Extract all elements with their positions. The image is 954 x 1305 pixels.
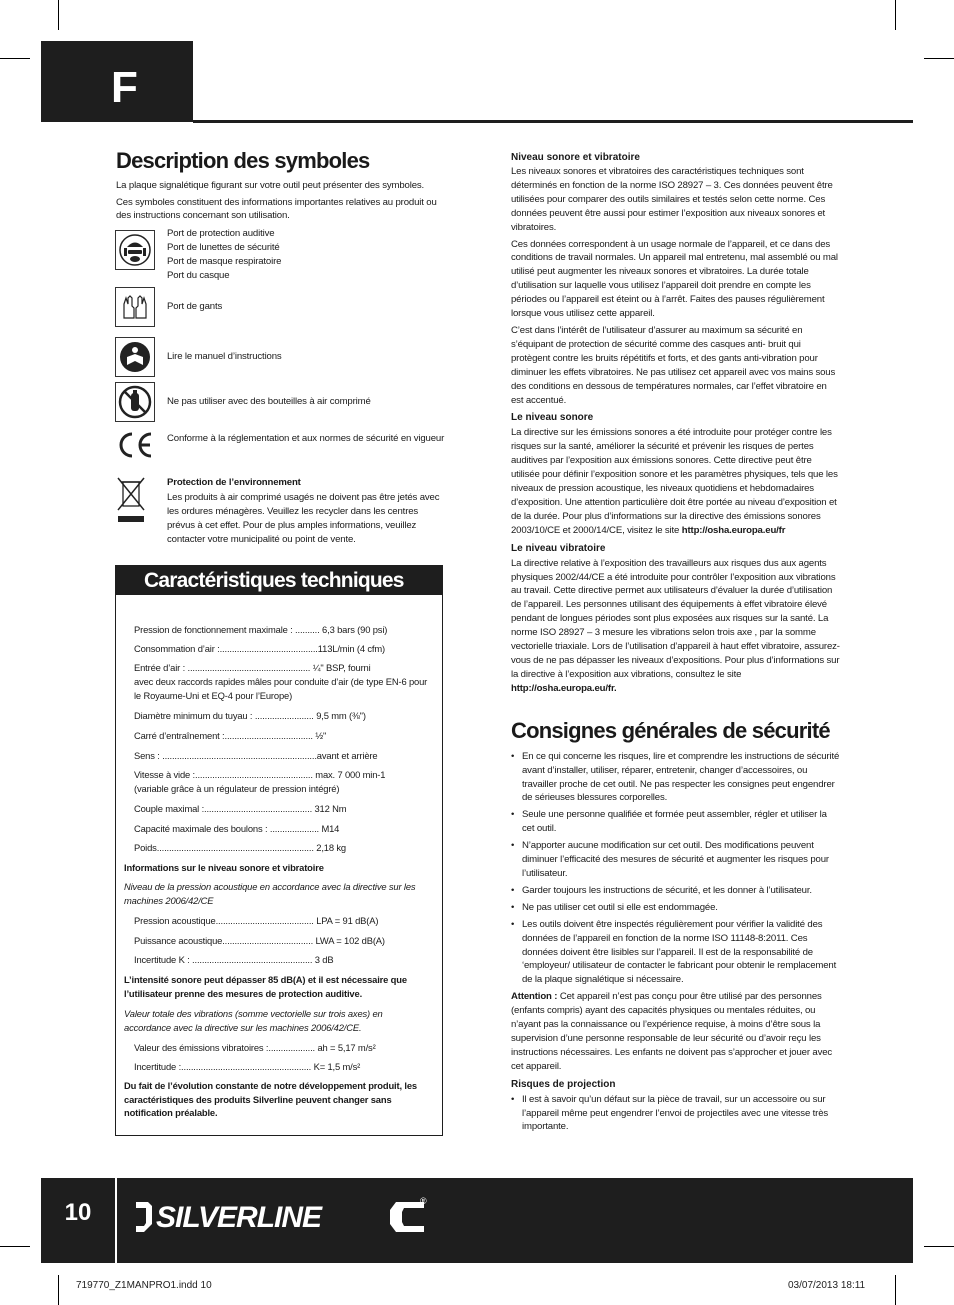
symbol-row-ppe	[115, 228, 282, 281]
slug-filename: 719770_Z1MANPRO1.indd 10	[76, 1280, 212, 1291]
noise-vibration-section	[511, 152, 841, 1137]
list-item: • Ne pas utiliser cet outil si elle est endommagée.	[511, 901, 841, 915]
crop-mark	[924, 58, 954, 59]
symbol-label: Port de lunettes de sécurité	[167, 242, 280, 253]
sound-level-paragraph	[511, 426, 841, 537]
vibration-level-text: La directive relative à l’exposition des travailleurs aux risques dus aux agents physiques 2002/44/CE a été introduite pour contrôler l’exposition aux vibrations au travail. Cette directive permet aux utilisateurs d’évaluer la durée d’utilisation de l’appareil. Les personnes utilisant des équipements à effet vibratoire élevé pendant de longues périodes sont plus exposées aux risques sur la santé. La norme ISO 28927 – 3 mesure les vibrations selon trois axe , par la somme vectorielle triaxiale. Lors de l’utilisation d’appareil à haut effet vibratoire, assurez-vous de ne pas dépasser les niveaux d’expositions. Pour plus d’informations sur la directive à l’exposition aux vibrations, consultez le site	[511, 557, 840, 680]
crop-mark	[895, 1275, 896, 1305]
symbol-row-weee	[115, 476, 440, 545]
noise-title: Informations sur le niveau sonore et vibratoire	[124, 862, 324, 873]
attention-label: Attention :	[511, 991, 560, 1003]
vibration-row: Incertitude :..................................................... K= 1,5 m/s²	[134, 1061, 361, 1072]
spec-row: Entrée d’air : .................................................. ¼" BSP, fourni	[134, 662, 371, 673]
symbols-intro-2: Ces symboles constituent des informations importantes relatives au produit ou des instructions concernant son utilisation.	[116, 196, 437, 222]
spec-row: Capacité maximale des boulons : .................... M14	[134, 823, 340, 834]
symbols-section	[116, 148, 446, 223]
noise-warning: L’intensité sonore peut dépasser 85 dB(A) et il est nécessaire que l’utilisateur prenne des mesures de protection auditive.	[124, 974, 407, 999]
vibration-directive: Valeur totale des vibrations (somme vectorielle sur trois axes) en accordance avec la directive sur les machines 2006/42/CE.	[124, 1008, 383, 1033]
language-tab	[41, 41, 193, 122]
symbol-row-no-bottle	[115, 382, 371, 422]
osha-link[interactable]: http://osha.europa.eu/fr.	[511, 682, 617, 694]
vibration-level-paragraph	[511, 557, 841, 696]
environment-title: Protection de l’environnement	[167, 477, 301, 488]
read-manual-icon	[115, 337, 155, 377]
symbol-label: Ne pas utiliser avec des bouteilles à air comprimé	[167, 396, 371, 407]
list-item: • Les outils doivent être inspectés régulièrement pour vérifier la validité des données de l’appareil en fonction de la norme ISO 11148-8:2011. Ces données doivent être lisibles sur l’appareil. Il est de la responsabilité de ‘employeur/ utilisateur de contacter le fabricant pour obtenir le remplacement de la plaque signalétique si nécessaire.	[511, 918, 841, 988]
noise-paragraph: Ces données correspondent à un usage normale de l’appareil, et ce dans des conditions de travail normales. Un appareil mal entretenu, mal assemblé ou mal utilisé peut augmenter les niveaux sonores et vibratoires. La durée totale d’utilisation sur laquelle vous utilisez l’appareil doit prendre en compte les périodes ou l’appareil est éteint ou à l’arrêt. Faites des pauses régulièrement lorsque vous utilisez cette appareil.	[511, 238, 838, 320]
list-item: • Seule une personne qualifiée et formée peut assembler, régler et utiliser la cet outil.	[511, 808, 841, 836]
crop-mark	[58, 0, 59, 30]
page-number: 10	[41, 1178, 115, 1263]
spec-row: Carré d’entraînement :.................................... ½"	[134, 730, 327, 741]
silverline-logo	[134, 1190, 434, 1240]
brand-wordmark: SILVERLINE	[156, 1201, 322, 1234]
safety-list	[511, 750, 841, 988]
crossed-bin-icon	[115, 476, 151, 526]
technical-specs-box	[115, 565, 443, 1136]
symbol-label: Port du casque	[167, 270, 230, 281]
projection-heading: Risques de projection	[511, 1078, 616, 1090]
symbol-row-ce	[115, 428, 445, 462]
attention-paragraph	[511, 990, 841, 1073]
symbol-label: Port de masque respiratoire	[167, 256, 282, 267]
footer-divider	[115, 1178, 117, 1263]
symbols-title: Description des symboles	[116, 148, 370, 173]
spec-row: Vitesse à vide :................................................ max. 7 000 min-1	[134, 769, 386, 780]
vibration-row: Valeur des émissions vibratoires :................... ah = 5,17 m/s²	[134, 1042, 376, 1053]
header-rule	[193, 120, 913, 123]
symbol-label: Lire le manuel d’instructions	[167, 351, 282, 362]
noise-directive: Niveau de la pression acoustique en accordance avec la directive sur les machines 2006/42/CE	[124, 881, 416, 906]
safety-title: Consignes générales de sécurité	[511, 717, 830, 743]
symbol-row-manual	[115, 337, 282, 377]
noise-vibration-heading: Niveau sonore et vibratoire	[511, 152, 640, 163]
crop-mark	[924, 1246, 954, 1247]
spec-row: Poids................................................................ 2,18 kg	[134, 842, 346, 853]
list-item: • N’apporter aucune modification sur cet outil. Des modifications peuvent diminuer l’efficacité des mesures de sécurité et augmenter les risques pour l’utilisateur.	[511, 839, 841, 881]
vibration-level-heading: Le niveau vibratoire	[511, 542, 606, 554]
disclaimer: Du fait de l’évolution constante de notre développement produit, les caractéristiques des produits Silverline peuvent changer sans notification préalable.	[124, 1080, 417, 1118]
osha-link[interactable]: http://osha.europa.eu/fr	[681, 524, 786, 536]
noise-row: Incertitude K : ................................................. 3 dB	[134, 954, 334, 965]
sound-level-heading: Le niveau sonore	[511, 412, 594, 424]
tech-title: Caractéristiques techniques	[116, 566, 442, 595]
symbol-label: Port de gants	[167, 301, 223, 312]
noise-row: Puissance acoustique..................................... LWA = 102 dB(A)	[134, 935, 385, 946]
projection-list	[511, 1093, 841, 1135]
symbol-label: Conforme à la réglementation et aux normes de sécurité en vigueur	[167, 433, 445, 444]
safety-helmet-icon	[115, 230, 155, 270]
sound-level-text: La directive sur les émissions sonores a été introduite pour protéger contre les risques sur la santé, améliorer la sécurité et prévenir les risques de pertes auditives par l’exposition aux émissions sonores. Cette directive peut être utilisée pour définir l’exposition sonore et les paramètres physiques, tels que les niveaux de pression acoustique, les niveaux quotidiens et hebdomadaires d’exposition. Une attention particulière doit être portée au niveau d’exposition et de la durée. Pour plus d’informations sur la directive des émissions sonores 2003/10/CE et 2000/14/CE, visitez le site	[511, 427, 838, 536]
symbol-row-gloves	[115, 287, 223, 327]
spec-row: Consommation d’air :........................................113L/min (4 cfm)	[134, 643, 386, 654]
crop-mark	[0, 58, 30, 59]
noise-paragraph: C’est dans l’intérêt de l’utilisateur d’assurer au maximum sa sécurité en s’équipant de protection de sécurité comme des casques anti- bruit qui protègent contre les bruits répétitifs et forts, et des gants anti-vibration pour diminuer les effets vibratoires. Ne pas utilisez cet appareil avec vos mains sous des conditions en dessous de températures normales, car l’effet vibratoire en est accentué.	[511, 324, 836, 406]
no-compressed-bottle-icon	[115, 382, 155, 422]
attention-text: Cet appareil n’est pas conçu pour être utilisé par des personnes (enfants compris) ayant des capacités physiques ou mentales réduites, ou n’ayant pas la connaissance ou l’expérience requise, à moins d’être sous la supervision d’une personne responsable de leur sécurité ou d’avoir reçu les instructions nécessaires. Les enfants ne doivent pas s’approcher et jouer avec cet appareil.	[511, 991, 833, 1072]
spec-row: Couple maximal :............................................ 312 Nm	[134, 803, 347, 814]
noise-row: Pression acoustique........................................ LPA = 91 dB(A)	[134, 915, 379, 926]
symbols-intro-1: La plaque signalétique figurant sur votre outil peut présenter des symboles.	[116, 180, 425, 191]
spec-row: Pression de fonctionnement maximale : .......... 6,3 bars (90 psi)	[134, 624, 388, 635]
list-item: • Garder toujours les instructions de sécurité, et les donner à l’utilisateur.	[511, 884, 841, 898]
spec-row: Diamètre minimum du tuyau : ........................ 9,5 mm (⅜")	[134, 710, 366, 721]
crop-mark	[895, 0, 896, 30]
symbol-label: Port de protection auditive	[167, 228, 275, 239]
gloves-icon	[115, 287, 155, 327]
crop-mark	[58, 1275, 59, 1305]
slug-timestamp: 03/07/2013 18:11	[788, 1280, 866, 1291]
spec-note: (variable grâce à un régulateur de pression intégré)	[134, 783, 340, 794]
registered-mark: ®	[420, 1196, 427, 1206]
crop-mark	[0, 1246, 30, 1247]
language-letter: F	[111, 63, 138, 112]
list-item: • Il est à savoir qu’un défaut sur la pièce de travail, sur un accessoire ou sur l’appareil même peut engendrer l’envoi de projectiles avec une vitesse très importante.	[511, 1093, 841, 1135]
ce-mark-icon	[115, 428, 155, 462]
environment-text: Les produits à air comprimé usagés ne doivent pas être jetés avec les ordures ménagères. Veuillez les recycler dans les centres prévus à cet effet. Pour de plus amples informations, veuillez contacter votre municipalité ou point de vente.	[167, 492, 440, 545]
list-item: • En ce qui concerne les risques, lire et comprendre les instructions de sécurité avant d’installer, utiliser, réparer, entretenir, changer d’accessoires, ou travailler proche de cet outil. Ne pas respecter les consignes peut engendrer de sérieuses blessures corporelles.	[511, 750, 841, 806]
spec-note: avec deux raccords rapides mâles pour conduite d’air (de type EN-6 pour le Royaume-Uni et EQ-4 pour l’Europe)	[134, 676, 428, 701]
spec-row: Sens : ...............................................................avant et arrière	[134, 750, 378, 761]
noise-paragraph: Les niveaux sonores et vibratoires des caractéristiques techniques sont déterminés en fonction de la norme ISO 28927 – 3. Ces données peuvent être utilisées pour comparer des outils similaires et testés selon cette norme. Ces données peuvent être aussi pour estimer l’exposition aux niveaux sonores et vibratoires.	[511, 166, 833, 233]
